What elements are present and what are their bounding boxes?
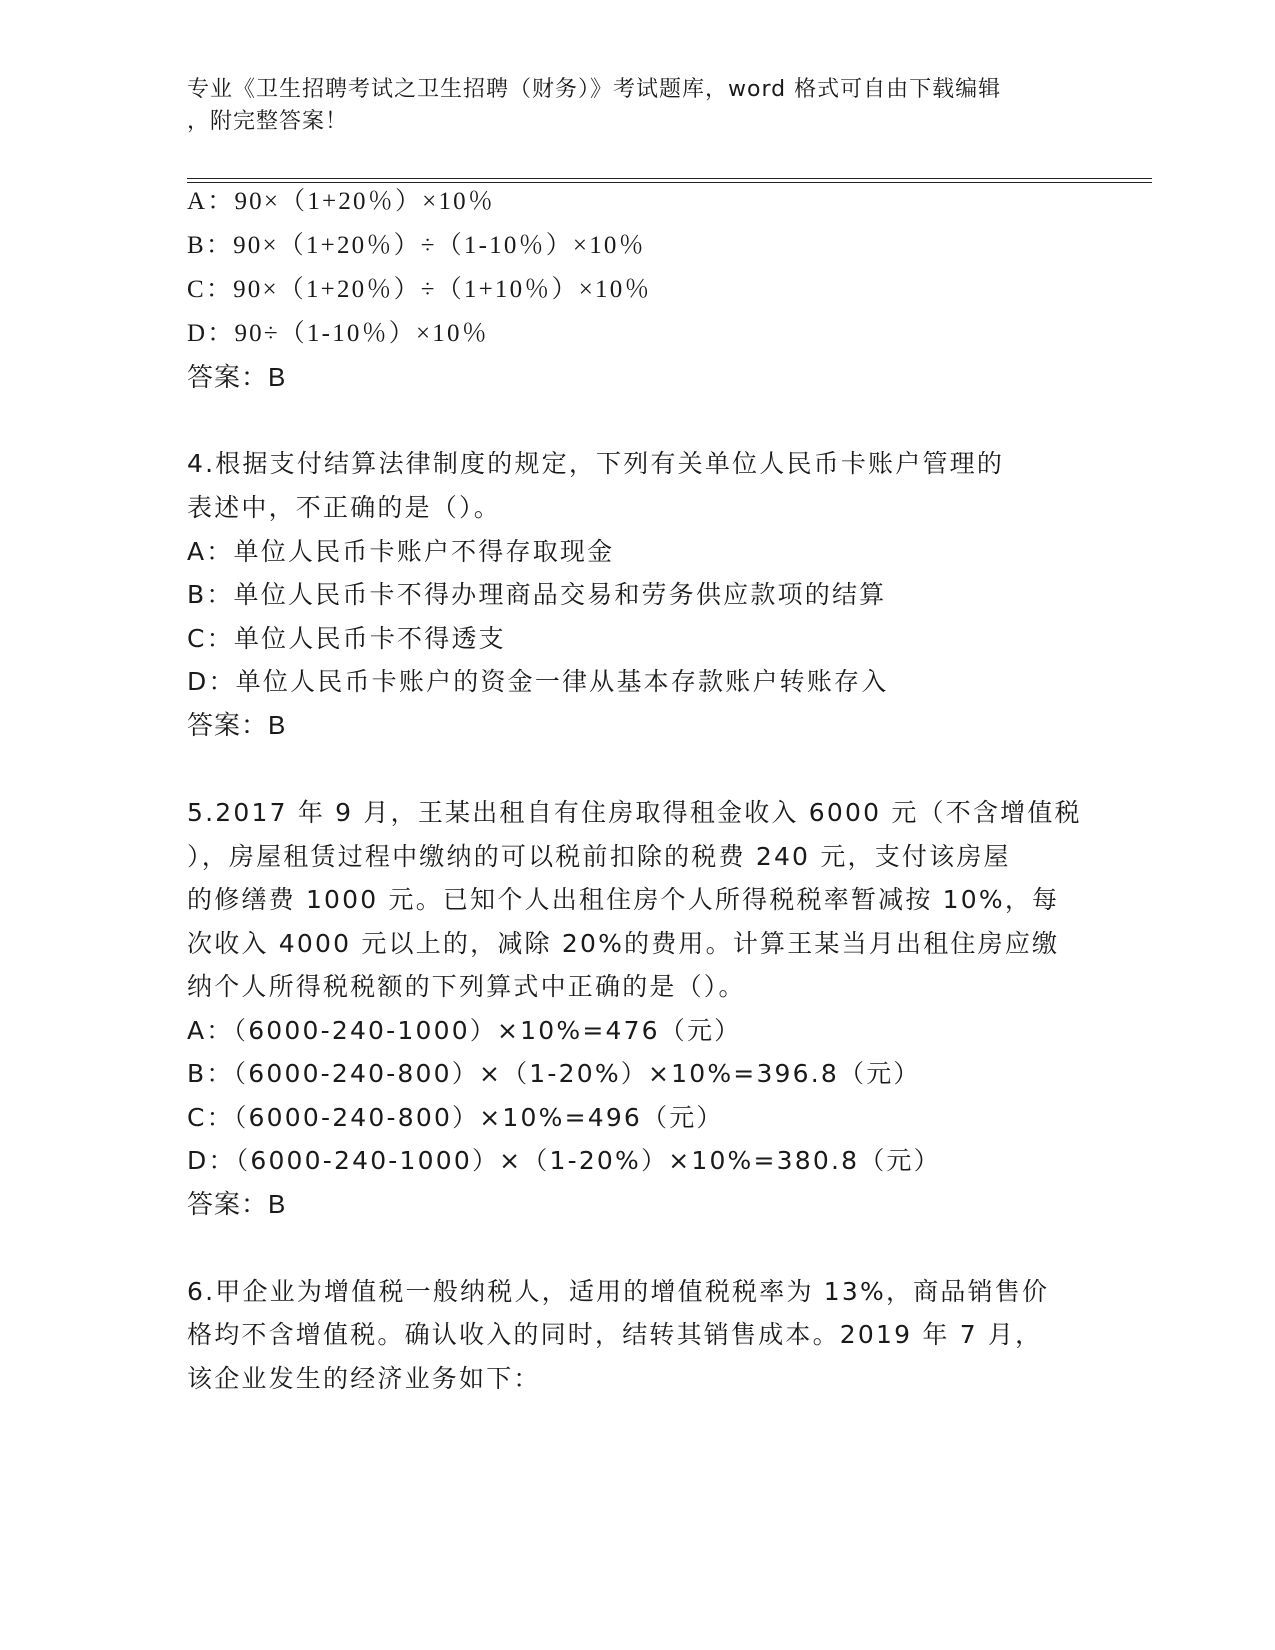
document-header [187,74,1087,138]
q3-option-d: D：90÷（1-10％）×10％ [187,320,489,347]
q5-option-a: A：（6000-240-1000）×10%=476（元） [187,1016,742,1045]
q5-option-d: D：（6000-240-1000）×（1-20%）×10%=380.8（元） [187,1146,941,1175]
q4-option-d: D：单位人民币卡账户的资金一律从基本存款账户转账存入 [187,667,889,696]
q5-option-c: C：（6000-240-800）×10%=496（元） [187,1103,724,1132]
q4-stem-line-1: 4.根据支付结算法律制度的规定，下列有关单位人民币卡账户管理的 [187,449,1005,478]
q4-option-a: A：单位人民币卡账户不得存取现金 [187,537,615,566]
header-divider [187,178,1152,183]
q5-stem-line-2: ），房屋租赁过程中缴纳的可以税前扣除的税费 240 元，支付该房屋 [187,842,1011,871]
q4-answer: 答案：B [187,710,287,740]
q6-stem-line-3: 该企业发生的经济业务如下： [187,1364,541,1393]
q5-answer: 答案：B [187,1189,287,1219]
q6-stem-line-2: 格均不含增值税。确认收入的同时，结转其销售成本。2019 年 7 月， [187,1320,1043,1349]
header-line-2: ，附完整答案！ [187,109,349,134]
header-line-1: 专业《卫生招聘考试之卫生招聘（财务）》考试题库，word 格式可自由下载编辑 [187,77,1002,102]
q5-stem-line-1: 5.2017 年 9 月，王某出租自有住房取得租金收入 6000 元（不含增值税 [187,798,1082,827]
q3-option-a: A：90×（1+20％）×10％ [187,188,496,215]
q5-stem-line-4: 次收入 4000 元以上的，减除 20%的费用。计算王某当月出租住房应缴 [187,929,1060,958]
q6-stem-line-1: 6.甲企业为增值税一般纳税人，适用的增值税税率为 13%，商品销售价 [187,1277,1050,1306]
q3-option-b: B：90×（1+20％）÷（1-10％）×10％ [187,232,646,259]
q3-option-c: C：90×（1+20％）÷（1+10％）×10％ [187,276,652,303]
q5-option-b: B：（6000-240-800）×（1-20%）×10%=396.8（元） [187,1059,921,1088]
q4-stem-line-2: 表述中，不正确的是（）。 [187,493,501,522]
q5-stem-line-3: 的修缮费 1000 元。已知个人出租住房个人所得税税率暂减按 10%，每 [187,885,1060,914]
q5-stem-line-5: 纳个人所得税税额的下列算式中正确的是（）。 [187,972,746,1001]
q4-option-b: B：单位人民币卡不得办理商品交易和劳务供应款项的结算 [187,580,887,609]
q3-answer: 答案：B [187,362,287,392]
q4-option-c: C：单位人民币卡不得透支 [187,624,506,653]
